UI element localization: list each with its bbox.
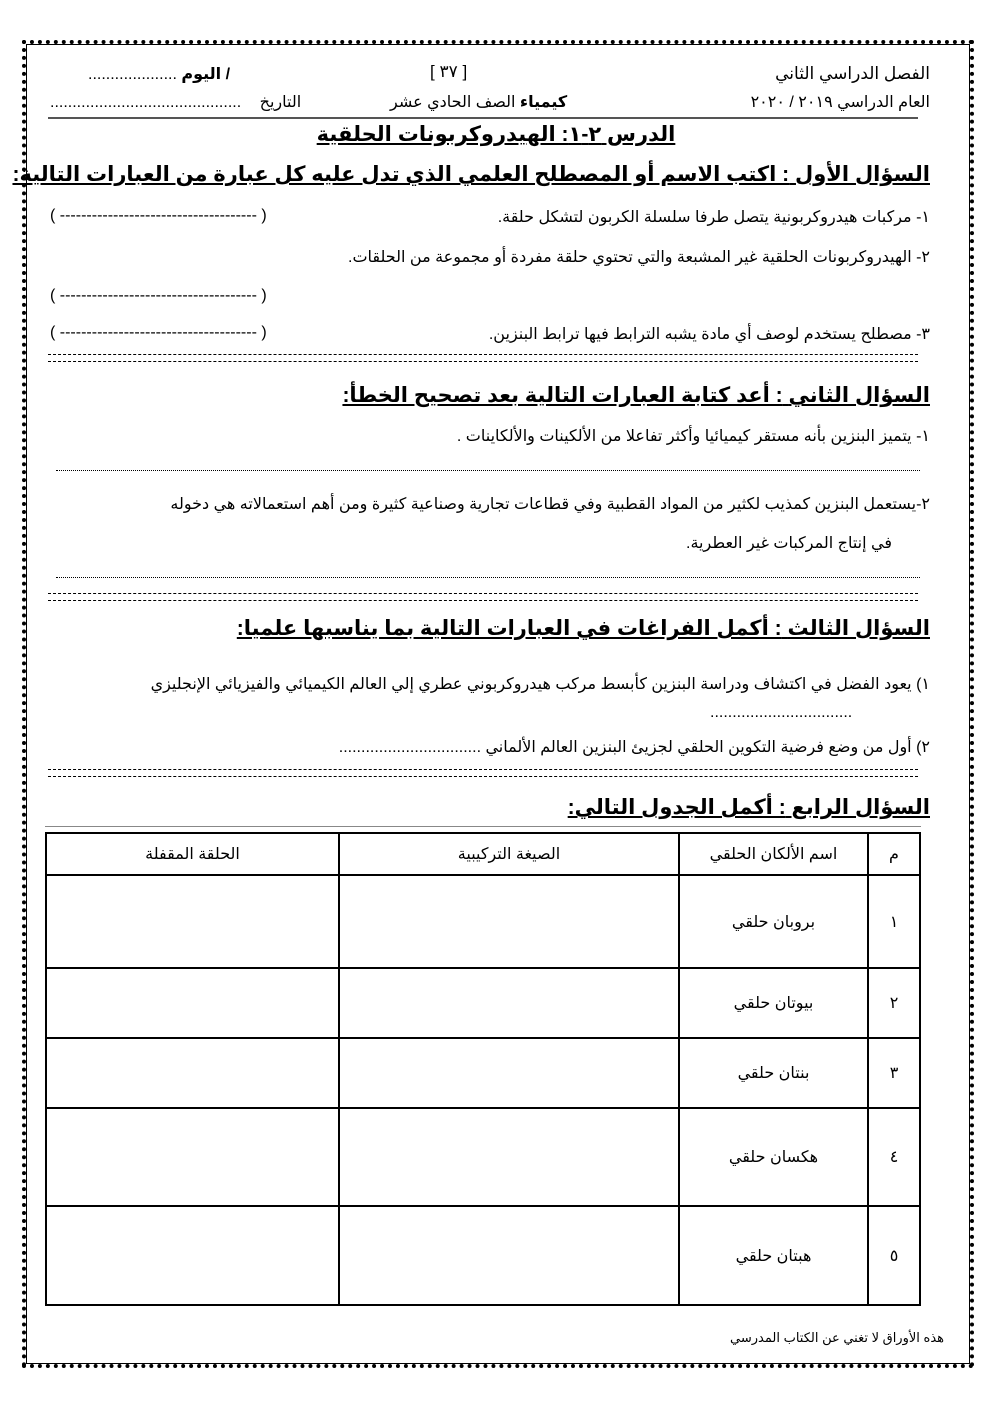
row-name: بنتان حلقي [679, 1038, 868, 1108]
grade: الصف الحادي عشر [390, 94, 516, 111]
ring-cell[interactable] [46, 875, 339, 968]
footer-note: هذه الأوراق لا تغني عن الكتاب المدرسي [730, 1330, 944, 1345]
q1-answer-3[interactable]: ( ------------------------------------- ) [50, 324, 267, 341]
ring-cell[interactable] [46, 1206, 339, 1305]
q4-heading [568, 795, 930, 820]
q1-item-3: ٣- مصطلح يستخدم لوصف أي مادة يشبه الترابط فيها ترابط البنزين. [488, 326, 930, 343]
q1-label: السؤال الأول [795, 163, 930, 186]
row-number: ٤ [868, 1108, 920, 1206]
q2-item-2-cont: في إنتاج المركبات غير العطرية. [686, 535, 892, 552]
lesson-title: الدرس ٢-١: الهيدروكربونات الحلقية [316, 123, 676, 146]
table-row [46, 1038, 920, 1108]
col-name: اسم الألكان الحلقي [679, 833, 868, 875]
formula-cell[interactable] [339, 1108, 679, 1206]
q1-item-1: ١- مركبات هيدروكربونية يتصل طرفا سلسلة الكربون لتشكل حلقة. [497, 209, 930, 226]
academic-year: العام الدراسي ٢٠١٩ / ٢٠٢٠ [750, 94, 930, 111]
q1-instruction: : اكتب الاسم أو المصطلح العلمي الذي تدل عليه كل عبارة من العبارات التالية: [12, 163, 790, 186]
separator [48, 354, 918, 362]
day-value[interactable]: .................... [88, 66, 177, 83]
q3-blank-1[interactable]: ................................ [710, 704, 853, 721]
q3-item-1: ١) يعود الفضل في اكتشاف ودراسة البنزين كأبسط مركب هيدروكربوني عطري إلي العالم الكيميائي والفيزيائي الإنجليزي [150, 676, 930, 693]
day-label: اليوم / [181, 66, 231, 83]
q4-instruction: : أكمل الجدول التالي: [567, 796, 786, 819]
q4-divider [45, 826, 921, 827]
row-name: بيوتان حلقي [679, 968, 868, 1038]
ring-cell[interactable] [46, 968, 339, 1038]
q2-item-2: ٢-يستعمل البنزين كمذيب لكثير من المواد القطبية وفي قطاعات تجارية وصناعية كثيرة ومن أهم استعمالاته هي دخوله [170, 496, 930, 513]
table-header [46, 833, 920, 875]
q4-label: السؤال الرابع [791, 796, 930, 819]
col-structural-formula: الصيغة التركيبية [339, 833, 679, 875]
col-closed-ring: الحلقة المقفلة [46, 833, 339, 875]
col-number: م [868, 833, 920, 875]
ring-cell[interactable] [46, 1038, 339, 1108]
q1-answer-2[interactable]: ( ------------------------------------- ) [50, 287, 267, 304]
formula-cell[interactable] [339, 1038, 679, 1108]
subject-grade [390, 92, 567, 112]
q2-label: السؤال الثاني [788, 384, 930, 407]
table-row [46, 1206, 920, 1305]
formula-cell[interactable] [339, 968, 679, 1038]
date-label: التاريخ [259, 94, 302, 111]
row-name: هكسان حلقي [679, 1108, 868, 1206]
date-value[interactable]: ........................................... [50, 94, 242, 111]
row-name: هبتان حلقي [679, 1206, 868, 1305]
q3-instruction: : أكمل الفراغات في العبارات التالية بما يناسبها علميا: [236, 617, 782, 640]
q1-item-2: ٢- الهيدروكربونات الحلقية غير المشبعة والتي تحتوي حلقة مفردة أو مجموعة من الحلقات. [348, 249, 930, 266]
q2-answer-line-2[interactable] [56, 577, 920, 578]
day-field [88, 64, 230, 84]
row-number: ١ [868, 875, 920, 968]
table-row [46, 968, 920, 1038]
table-row [46, 1108, 920, 1206]
header-divider [48, 117, 918, 119]
formula-cell[interactable] [339, 875, 679, 968]
formula-cell[interactable] [339, 1206, 679, 1305]
q1-heading [12, 162, 930, 187]
semester: الفصل الدراسي الثاني [775, 64, 930, 83]
date-field [50, 92, 301, 112]
table-row [46, 875, 920, 968]
q3-heading [237, 616, 930, 641]
q3-label: السؤال الثالث [787, 617, 930, 640]
subject: كيمياء [519, 94, 568, 111]
row-name: بروبان حلقي [679, 875, 868, 968]
q3-item-2: ٢) أول من وضع فرضية التكوين الحلقي لجزيئ البنزين العالم الألماني ................................ [338, 739, 930, 756]
separator [48, 593, 918, 601]
row-number: ٢ [868, 968, 920, 1038]
q1-answer-1[interactable]: ( ------------------------------------- ) [50, 207, 267, 224]
separator [48, 769, 918, 777]
row-number: ٥ [868, 1206, 920, 1305]
q2-instruction: : أعد كتابة العبارات التالية بعد تصحيح الخطأ: [342, 384, 783, 407]
ring-cell[interactable] [46, 1108, 339, 1206]
q2-heading [342, 383, 930, 408]
q2-item-1: ١- يتميز البنزين بأنه مستقر كيميائيا وأكثر تفاعلا من الألكينات والألكاينات . [456, 428, 930, 445]
cycloalkane-table [45, 832, 921, 1306]
page-number: [ ٣٧ ] [430, 62, 468, 81]
q2-answer-line-1[interactable] [56, 470, 920, 471]
row-number: ٣ [868, 1038, 920, 1108]
